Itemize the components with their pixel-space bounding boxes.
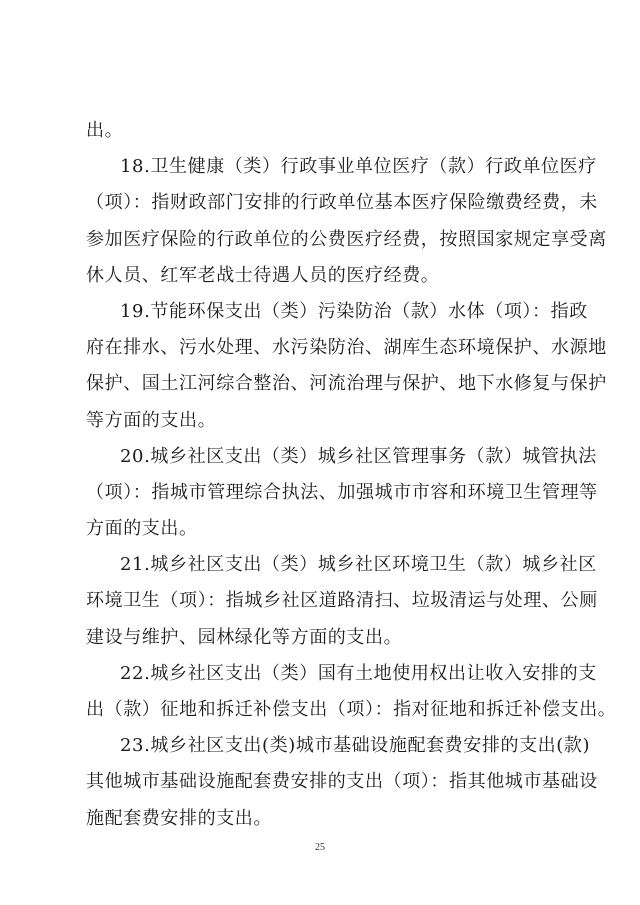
item-21-line-2: 环境卫生（项）：指城乡社区道路清扫、垃圾清运与处理、公厕 xyxy=(86,590,598,612)
item-20-line-1: 20.城乡社区支出（类）城乡社区管理事务（款）城管执法 xyxy=(120,445,597,467)
body-text xyxy=(86,113,617,837)
item-19-line-2: 府在排水、污水处理、水污染防治、湖库生态环境保护、水源地 xyxy=(86,337,607,359)
page-number: 25 xyxy=(315,842,325,853)
item-20-line-3: 方面的支出。 xyxy=(86,518,198,540)
item-18-line-3: 参加医疗保险的行政单位的公费医疗经费，按照国家规定享受离 xyxy=(86,228,607,250)
item-19-line-3: 保护、国土江河综合整治、河流治理与保护、地下水修复与保护 xyxy=(86,373,607,395)
item-22-line-1: 22.城乡社区支出（类）国有土地使用权出让收入安排的支 xyxy=(120,662,597,684)
item-23-line-3: 施配套费安排的支出。 xyxy=(86,807,272,829)
item-19-line-1: 19.节能环保支出（类）污染防治（款）水体（项）：指政 xyxy=(120,300,588,322)
text-line: 出。 xyxy=(86,120,124,141)
item-22-line-2: 出（款）征地和拆迁补偿支出（项）：指对征地和拆迁补偿支出。 xyxy=(86,699,617,720)
item-20-line-2: （项）：指城市管理综合执法、加强城市市容和环境卫生管理等 xyxy=(86,481,598,503)
item-23-line-2: 其他城市基础设施配套费安排的支出（项）：指其他城市基础设 xyxy=(86,771,598,793)
item-23-line-1: 23.城乡社区支出(类)城市基础设施配套费安排的支出(款) xyxy=(120,735,591,757)
item-18-line-1: 18.卫生健康（类）行政事业单位医疗（款）行政单位医疗 xyxy=(120,156,597,178)
item-19-line-4: 等方面的支出。 xyxy=(86,409,217,431)
item-21-line-1: 21.城乡社区支出（类）城乡社区环境卫生（款）城乡社区 xyxy=(120,554,597,576)
item-18-line-4: 休人员、红军老战士待遇人员的医疗经费。 xyxy=(86,264,440,286)
item-21-line-3: 建设与维护、园林绿化等方面的支出。 xyxy=(86,626,403,648)
item-18-line-2: （项）：指财政部门安排的行政单位基本医疗保险缴费经费，未 xyxy=(86,192,598,214)
